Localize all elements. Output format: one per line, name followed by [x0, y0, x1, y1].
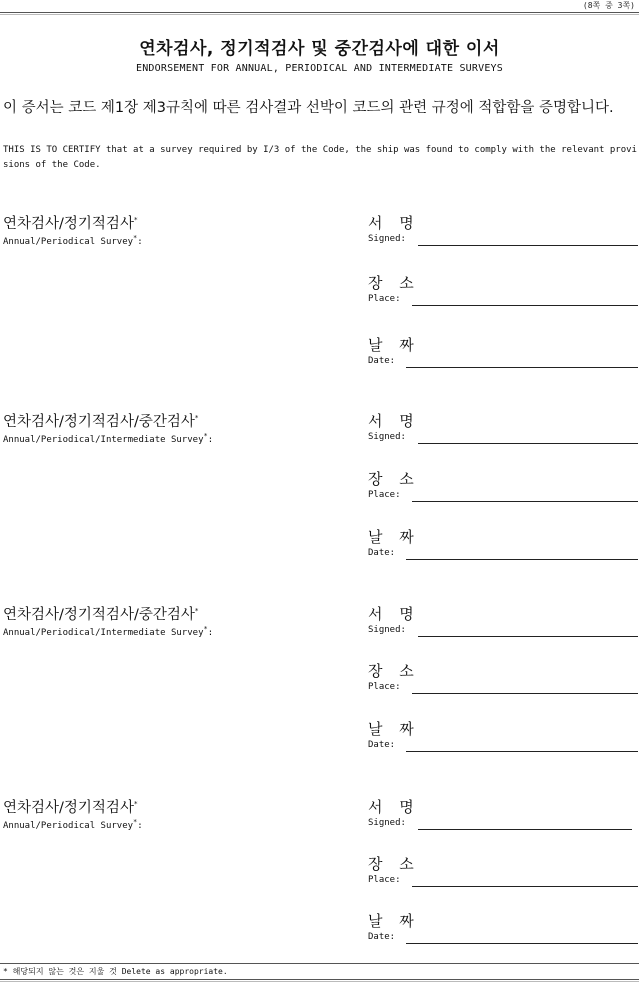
place-label-korean: 장 소 — [368, 662, 420, 680]
date-label-english: Date: — [368, 740, 396, 750]
certification-text-english: THIS IS TO CERTIFY that at a survey required by I/3 of the Code, the ship was found to comply with the relevant provisions of the Code. — [3, 145, 637, 170]
survey-label-korean: 연차검사/정기적검사/중간검사* — [3, 414, 199, 430]
date-line[interactable] — [406, 751, 638, 752]
footnote-rule — [0, 963, 639, 964]
signed-line[interactable] — [418, 245, 638, 246]
survey-block-4 — [0, 796, 639, 976]
place-label-korean: 장 소 — [368, 470, 420, 488]
signed-label-korean: 서 명 — [368, 798, 420, 816]
date-label-english: Date: — [368, 548, 396, 558]
date-line[interactable] — [406, 367, 638, 368]
place-field[interactable] — [368, 468, 638, 508]
signed-line[interactable] — [418, 829, 632, 830]
signed-label-english: Signed: — [368, 625, 406, 635]
page-title-korean: 연차검사, 정기적검사 및 중간검사에 대한 이서 — [139, 39, 500, 59]
survey-label-english: Annual/Periodical/Intermediate Survey*: — [3, 625, 214, 638]
date-field[interactable] — [368, 526, 638, 566]
date-field[interactable] — [368, 718, 638, 758]
bottom-rule — [0, 979, 639, 982]
date-label-korean: 날 짜 — [368, 912, 420, 930]
place-label-english: Place: — [368, 875, 401, 885]
signed-label-korean: 서 명 — [368, 412, 420, 430]
survey-label-english: Annual/Periodical Survey*: — [3, 818, 143, 831]
place-label-korean: 장 소 — [368, 855, 420, 873]
place-label-english: Place: — [368, 490, 401, 500]
place-label-korean: 장 소 — [368, 274, 420, 292]
signed-line[interactable] — [418, 443, 638, 444]
signed-line[interactable] — [418, 636, 638, 637]
survey-label-korean: 연차검사/정기적검사* — [3, 800, 138, 816]
survey-label-english: Annual/Periodical/Intermediate Survey*: — [3, 432, 214, 445]
place-field[interactable] — [368, 853, 638, 893]
signed-label-korean: 서 명 — [368, 214, 420, 232]
survey-label-english: Annual/Periodical Survey*: — [3, 234, 143, 247]
signed-label-english: Signed: — [368, 234, 406, 244]
signed-field[interactable] — [368, 603, 638, 643]
page-indicator: (8쪽 중 3쪽) — [582, 1, 635, 10]
place-label-english: Place: — [368, 682, 401, 692]
date-label-korean: 날 짜 — [368, 336, 420, 354]
signed-label-english: Signed: — [368, 432, 406, 442]
place-line[interactable] — [412, 305, 638, 306]
survey-block-1 — [0, 212, 639, 392]
footnote: * 해당되지 않는 것은 지울 것 Delete as appropriate. — [3, 967, 228, 976]
top-rule — [0, 12, 639, 15]
signed-field[interactable] — [368, 212, 638, 252]
place-label-english: Place: — [368, 294, 401, 304]
signed-field[interactable] — [368, 410, 638, 450]
signed-field[interactable] — [368, 796, 638, 836]
survey-block-3 — [0, 603, 639, 783]
signed-label-english: Signed: — [368, 818, 406, 828]
place-field[interactable] — [368, 272, 638, 312]
date-label-korean: 날 짜 — [368, 528, 420, 546]
place-line[interactable] — [412, 501, 638, 502]
date-field[interactable] — [368, 910, 638, 950]
place-field[interactable] — [368, 660, 638, 700]
date-label-english: Date: — [368, 932, 396, 942]
page-title-english: ENDORSEMENT FOR ANNUAL, PERIODICAL AND INTERMEDIATE SURVEYS — [135, 63, 503, 74]
date-field[interactable] — [368, 334, 638, 374]
survey-block-2 — [0, 410, 639, 590]
place-line[interactable] — [412, 886, 638, 887]
place-line[interactable] — [412, 693, 638, 694]
certification-text-korean: 이 증서는 코드 제1장 제3규칙에 따른 검사결과 선박이 코드의 관련 규정에 적합함을 증명합니다. — [3, 100, 614, 116]
date-label-english: Date: — [368, 356, 396, 366]
date-label-korean: 날 짜 — [368, 720, 420, 738]
survey-label-korean: 연차검사/정기적검사* — [3, 216, 138, 232]
survey-label-korean: 연차검사/정기적검사/중간검사* — [3, 607, 199, 623]
signed-label-korean: 서 명 — [368, 605, 420, 623]
date-line[interactable] — [406, 559, 638, 560]
date-line[interactable] — [406, 943, 638, 944]
